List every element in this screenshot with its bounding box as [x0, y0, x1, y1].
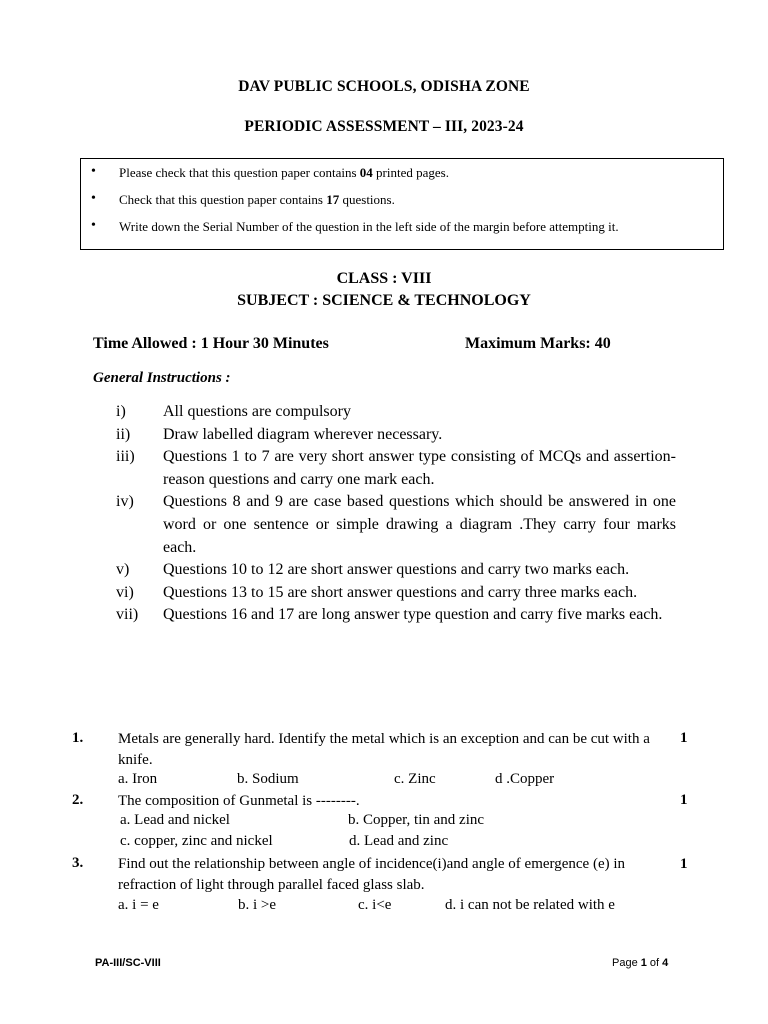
- instruction-item: [116, 401, 676, 424]
- question-marks: 1: [680, 856, 688, 872]
- note-text: Write down the Serial Number of the question in the left side of the margin before attempting it.: [119, 219, 619, 234]
- option-c: c. copper, zinc and nickel: [120, 833, 273, 849]
- instruction-number: vii): [116, 606, 139, 624]
- general-instructions-title: General Instructions :: [93, 370, 231, 386]
- instruction-item: [116, 604, 676, 627]
- option-b: b. Copper, tin and zinc: [348, 812, 485, 828]
- instruction-item: [116, 446, 676, 491]
- option-b: b. Sodium: [237, 771, 299, 787]
- page-total: 4: [662, 957, 669, 969]
- note-question-count: 17: [326, 192, 340, 207]
- question-marks: 1: [680, 730, 688, 746]
- option-a: a. Iron: [118, 771, 158, 787]
- note-pages-count: 04: [359, 165, 373, 180]
- instruction-number: v): [116, 561, 130, 579]
- class-label: CLASS : VIII: [336, 270, 432, 287]
- instruction-text: All questions are compulsory: [163, 403, 351, 420]
- instruction-number: iv): [116, 493, 134, 511]
- note-text-end: printed pages.: [372, 165, 449, 180]
- instructions-list: [116, 401, 676, 627]
- question-number: 1.: [72, 730, 84, 746]
- question-marks: 1: [680, 792, 688, 808]
- maximum-marks: Maximum Marks: 40: [465, 335, 611, 352]
- bullet-icon: •: [91, 164, 96, 179]
- question-text: Metals are generally hard. Identify the metal which is an exception and can be cut with a knife.: [118, 731, 650, 768]
- instruction-item: [116, 559, 676, 582]
- page-indicator: [612, 957, 668, 969]
- instruction-number: ii): [116, 425, 131, 443]
- question-text: The composition of Gunmetal is --------.: [118, 793, 360, 809]
- note-text-end: questions.: [339, 192, 395, 207]
- page-number: 1: [640, 957, 647, 969]
- option-c: c. Zinc: [394, 771, 436, 787]
- of-word: of: [646, 957, 663, 969]
- subject-label: SUBJECT : SCIENCE & TECHNOLOGY: [237, 292, 531, 309]
- question-number: 2.: [72, 792, 84, 808]
- bullet-icon: •: [91, 218, 96, 233]
- instruction-number: iii): [116, 448, 135, 466]
- option-a: a. i = e: [118, 897, 159, 913]
- note-text: Check that this question paper contains: [119, 192, 327, 207]
- option-b: b. i >e: [238, 897, 277, 913]
- instruction-text: Questions 10 to 12 are short answer questions and carry two marks each.: [163, 561, 630, 579]
- question-number: 3.: [72, 855, 84, 871]
- instruction-text: Questions 13 to 15 are short answer questions and carry three marks each.: [163, 583, 638, 601]
- option-a: a. Lead and nickel: [120, 812, 230, 828]
- option-d: d .Copper: [495, 771, 555, 787]
- instruction-text: Questions 16 and 17 are long answer type question and carry five marks each.: [163, 606, 663, 624]
- instruction-text: Questions 1 to 7 are very short answer type consisting of MCQs and assertion-reason questions and carry one mark each.: [163, 448, 676, 488]
- option-d: d. Lead and zinc: [349, 833, 449, 849]
- question-text: Find out the relationship between angle of incidence(i)and angle of emergence (e) in refraction of light through parallel faced glass slab.: [118, 856, 626, 893]
- instruction-item: [116, 582, 676, 605]
- option-c: c. i<e: [358, 897, 392, 913]
- instruction-number: vi): [116, 583, 134, 601]
- paper-code: PA-III/SC-VIII: [95, 957, 161, 969]
- instruction-text: Questions 8 and 9 are case based questions which should be answered in one word or one sentence or simple drawing a diagram .They carry four marks each.: [163, 493, 676, 556]
- instruction-number: i): [116, 403, 126, 420]
- instruction-item: [116, 491, 676, 559]
- bullet-icon: •: [91, 191, 96, 206]
- instruction-text: Draw labelled diagram wherever necessary.: [163, 425, 443, 443]
- exam-title: PERIODIC ASSESSMENT – III, 2023-24: [244, 118, 524, 135]
- school-title: DAV PUBLIC SCHOOLS, ODISHA ZONE: [238, 78, 530, 95]
- note-text: Please check that this question paper contains: [119, 165, 360, 180]
- notes-box: [80, 158, 724, 250]
- time-allowed: Time Allowed : 1 Hour 30 Minutes: [93, 335, 329, 352]
- option-d: d. i can not be related with e: [445, 897, 615, 913]
- instruction-item: [116, 424, 676, 447]
- page-word: Page: [612, 957, 641, 969]
